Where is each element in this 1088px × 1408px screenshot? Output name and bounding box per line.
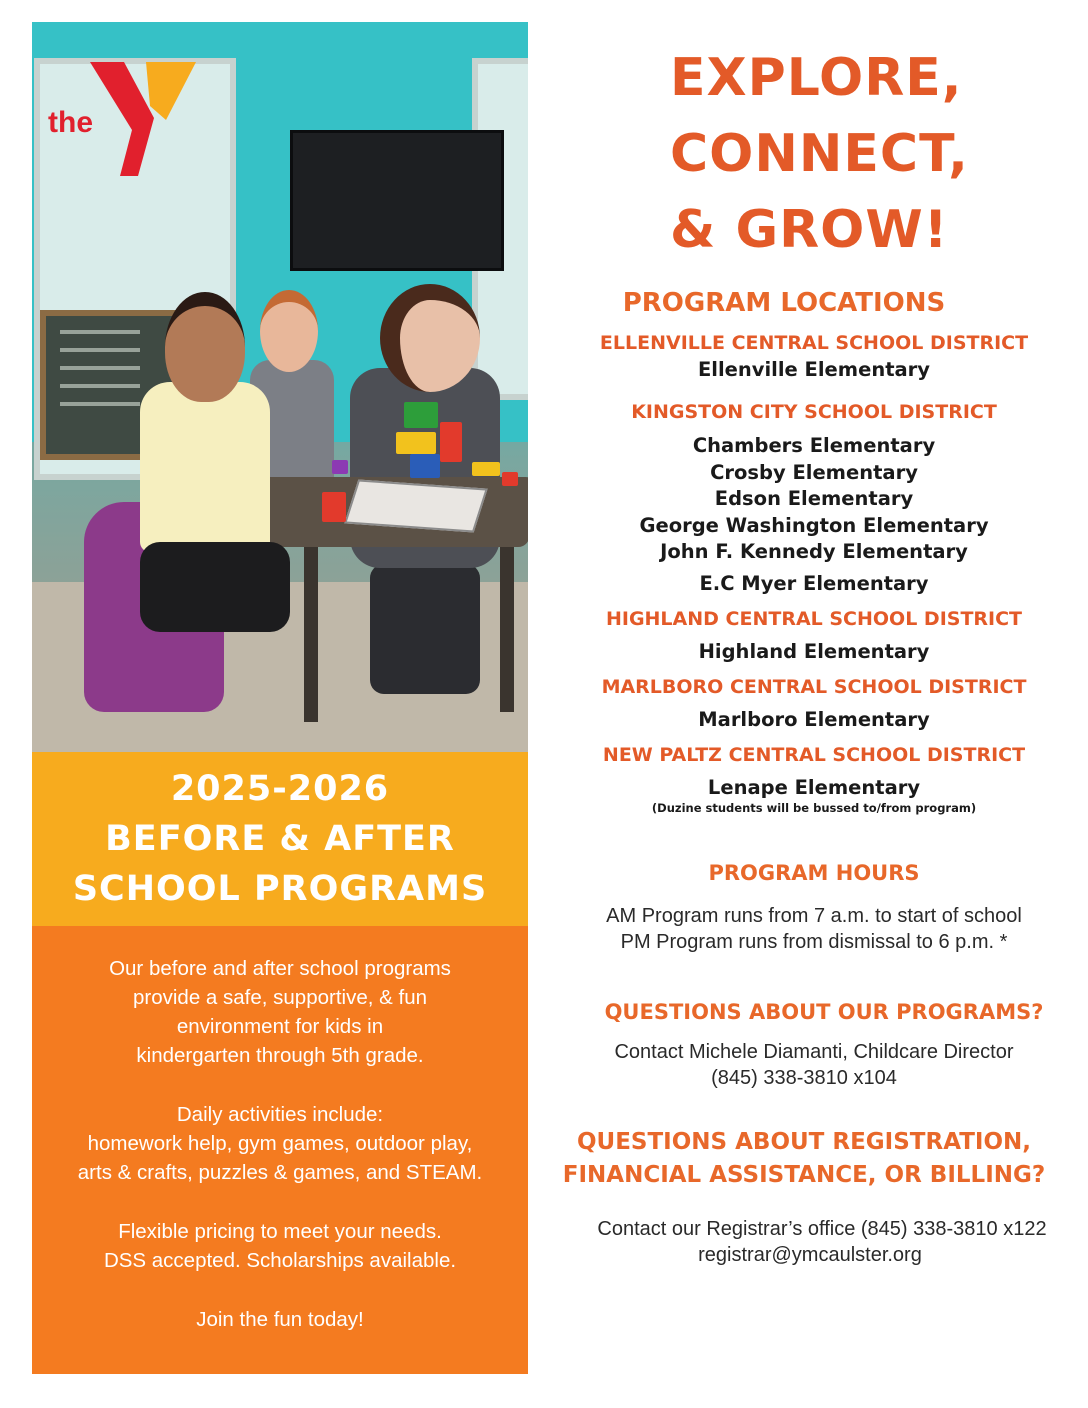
program-title-line2: SCHOOL PROGRAMS [72, 869, 488, 909]
tv-screen [290, 130, 504, 271]
school-item: George Washington Elementary [639, 513, 989, 537]
registration-contact: Contact our Registrar’s office (845) 338-3810 x122 [597, 1218, 1047, 1240]
classroom-photo [32, 22, 528, 752]
district-ellenville: ELLENVILLE CENTRAL SCHOOL DISTRICT [599, 332, 1029, 354]
school-item: Chambers Elementary [692, 434, 936, 457]
school-item: E.C Myer Elementary [699, 572, 929, 595]
hours-title: PROGRAM HOURS [708, 861, 920, 885]
hours-am: AM Program runs from 7 a.m. to start of school [606, 905, 1022, 927]
questions-registration-title: QUESTIONS ABOUT REGISTRATION, FINANCIAL ASSISTANCE, OR BILLING? [562, 1129, 1046, 1188]
school-item: Ellenville Elementary [697, 358, 931, 381]
locations-title: PROGRAM LOCATIONS [622, 288, 946, 318]
school-item: Highland Elementary [698, 640, 930, 663]
program-years: 2025-2026 [170, 769, 390, 809]
school-item: Crosby Elementary [710, 460, 918, 484]
district-kingston: KINGSTON CITY SCHOOL DISTRICT [631, 401, 997, 423]
school-item: John F. Kennedy Elementary [660, 540, 968, 563]
program-title-line1: BEFORE & AFTER [105, 819, 455, 859]
girl [130, 292, 280, 672]
description-para2: Daily activities include: homework help, gym games, outdoor play, arts & crafts, puzzles & games, and STEAM. [77, 1103, 483, 1184]
kingston-school-list [540, 433, 1088, 566]
left-column [32, 22, 528, 1374]
description-para1: Our before and after school programs provide a safe, supportive, & fun environment for kids in kindergarten through 5th grade. [109, 957, 451, 1067]
headline: EXPLORE, CONNECT, & GROW! [670, 48, 969, 260]
school-item: Lenape Elementary [707, 776, 921, 799]
program-title-band [32, 752, 528, 926]
logo-text: the [48, 106, 93, 139]
description-para4: Join the fun today! [196, 1308, 364, 1331]
school-item: Edson Elementary [714, 487, 914, 510]
programs-phone: (845) 338-3810 x104 [711, 1067, 897, 1089]
registration-email[interactable]: registrar@ymcaulster.org [698, 1244, 922, 1266]
questions-programs-title: QUESTIONS ABOUT OUR PROGRAMS? [604, 1000, 1044, 1024]
ymca-logo [46, 48, 216, 178]
programs-contact: Contact Michele Diamanti, Childcare Director [614, 1041, 1014, 1063]
district-marlboro: MARLBORO CENTRAL SCHOOL DISTRICT [601, 676, 1027, 698]
bus-note: (Duzine students will be bussed to/from program) [651, 801, 977, 815]
program-description [32, 926, 528, 1374]
district-new-paltz: NEW PALTZ CENTRAL SCHOOL DISTRICT [602, 744, 1026, 766]
district-highland: HIGHLAND CENTRAL SCHOOL DISTRICT [605, 608, 1023, 630]
description-para3: Flexible pricing to meet your needs. DSS accepted. Scholarships available. [103, 1220, 457, 1272]
school-item: Marlboro Elementary [698, 708, 930, 731]
hours-pm: PM Program runs from dismissal to 6 p.m. * [620, 931, 1008, 953]
